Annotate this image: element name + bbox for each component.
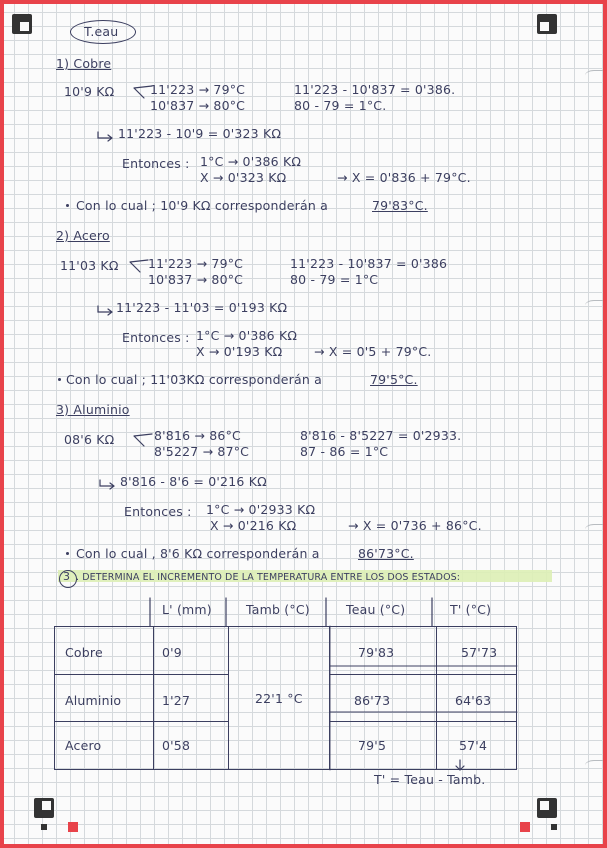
material-label: Aluminio bbox=[65, 692, 122, 708]
conclusion-text: Con lo cual , 8'6 KΩ corresponderán a bbox=[76, 546, 320, 561]
footnote-formula: T' = Teau - Tamb. bbox=[374, 772, 486, 787]
t-value: 57'73 bbox=[461, 645, 498, 660]
material-label: Cobre bbox=[65, 645, 103, 660]
t-value: 57'4 bbox=[459, 738, 488, 754]
resistance-value: 10'9 KΩ bbox=[64, 84, 115, 99]
entonces-label: Entonces : bbox=[122, 330, 190, 345]
rule-line-2: X → 0'323 KΩ bbox=[200, 170, 287, 185]
table-header-teau: Teau (°C) bbox=[346, 602, 406, 617]
return-arrow bbox=[98, 132, 112, 141]
calc-line-2: 80 - 79 = 1°C bbox=[290, 272, 379, 287]
bracket-stroke bbox=[134, 434, 152, 446]
l-value: 1'27 bbox=[162, 692, 191, 708]
difference-line: 8'816 - 8'6 = 0'216 KΩ bbox=[120, 474, 267, 489]
table-header-tamb: Tamb (°C) bbox=[246, 602, 310, 617]
conclusion-text: Con lo cual ; 10'9 KΩ corresponderán a bbox=[76, 198, 329, 213]
teau-value: 79'83 bbox=[358, 645, 395, 660]
entonces-label: Entonces : bbox=[122, 156, 190, 171]
handwriting-strokes bbox=[4, 4, 603, 844]
difference-line: 11'223 - 10'9 = 0'323 KΩ bbox=[118, 126, 282, 141]
result-line: → X = 0'836 + 79°C. bbox=[337, 170, 471, 185]
section-heading-aluminio: 3) Aluminio bbox=[56, 402, 130, 417]
calc-line-1: 11'223 - 10'837 = 0'386 bbox=[290, 256, 448, 271]
section-heading-cobre: 1) Cobre bbox=[56, 56, 112, 71]
t-value: 64'63 bbox=[455, 692, 492, 708]
pair-line-1: 11'223 → 79°C bbox=[148, 256, 244, 271]
header-separator bbox=[150, 598, 432, 626]
calc-line-2: 80 - 79 = 1°C. bbox=[294, 98, 387, 113]
pair-line-1: 8'816 → 86°C bbox=[154, 428, 241, 443]
rule-line-2: X → 0'216 KΩ bbox=[210, 518, 297, 533]
difference-line: 11'223 - 11'03 = 0'193 KΩ bbox=[116, 300, 288, 315]
l-value: 0'58 bbox=[162, 738, 191, 754]
l-value: 0'9 bbox=[162, 645, 182, 660]
resistance-value: 08'6 KΩ bbox=[64, 432, 115, 447]
answer-value: 79'83°C. bbox=[372, 198, 428, 213]
rule-line-2: X → 0'193 KΩ bbox=[196, 344, 283, 359]
pair-line-2: 10'837 → 80°C bbox=[148, 272, 244, 287]
table-header-l: L' (mm) bbox=[162, 602, 212, 617]
return-arrow bbox=[100, 480, 114, 489]
rule-line-1: 1°C → 0'386 KΩ bbox=[200, 154, 302, 169]
rule-line-1: 1°C → 0'2933 KΩ bbox=[206, 502, 316, 517]
calc-line-2: 87 - 86 = 1°C bbox=[300, 444, 389, 459]
section-heading-acero: 2) Acero bbox=[56, 228, 110, 243]
task-number: 3 bbox=[63, 570, 71, 583]
teau-value: 86'73 bbox=[354, 692, 391, 708]
notebook-page bbox=[4, 4, 603, 844]
entonces-label: Entonces : bbox=[124, 504, 192, 519]
bracket-stroke bbox=[134, 86, 152, 98]
conclusion-text: Con lo cual ; 11'03KΩ corresponderán a bbox=[66, 372, 323, 387]
teau-value: 79'5 bbox=[358, 738, 387, 754]
result-line: → X = 0'5 + 79°C. bbox=[314, 344, 432, 359]
table-inner-line bbox=[330, 626, 517, 770]
pair-line-1: 11'223 → 79°C bbox=[150, 82, 246, 97]
calc-line-1: 11'223 - 10'837 = 0'386. bbox=[294, 82, 456, 97]
answer-value: 86'73°C. bbox=[358, 546, 414, 561]
resistance-value: 11'03 KΩ bbox=[60, 258, 119, 273]
return-arrow bbox=[98, 306, 112, 315]
page-title: T.eau bbox=[84, 24, 119, 39]
result-line: → X = 0'736 + 86°C. bbox=[348, 518, 482, 533]
tamb-value: 22'1 °C bbox=[255, 691, 303, 706]
pair-line-2: 10'837 → 80°C bbox=[150, 98, 246, 113]
bracket-stroke bbox=[130, 260, 148, 272]
calc-line-1: 8'816 - 8'5227 = 0'2933. bbox=[300, 428, 462, 443]
rule-line-1: 1°C → 0'386 KΩ bbox=[196, 328, 298, 343]
material-label: Acero bbox=[65, 738, 102, 754]
pair-line-2: 8'5227 → 87°C bbox=[154, 444, 250, 459]
answer-value: 79'5°C. bbox=[370, 372, 418, 387]
table-header-t: T' (°C) bbox=[450, 602, 492, 617]
footnote-arrow bbox=[456, 760, 464, 770]
task-heading: . DETERMINA EL INCREMENTO DE LA TEMPERATURA ENTRE LOS DOS ESTADOS: bbox=[76, 572, 461, 583]
